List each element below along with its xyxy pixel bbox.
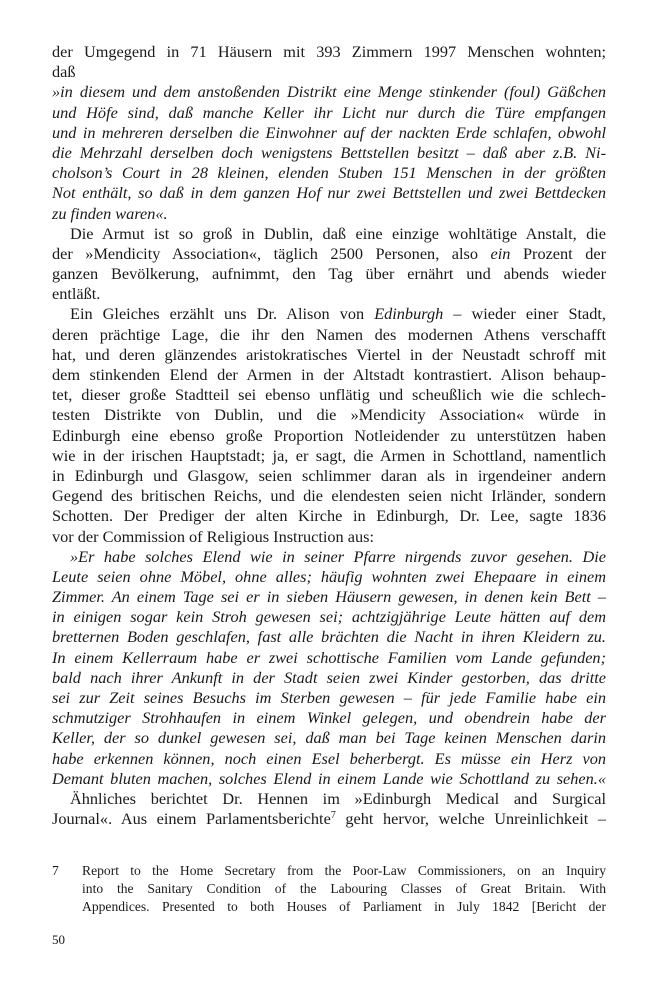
text-line: Ähnliches berichtet Dr. Hennen im »Edinburgh Medical and Surgical [70,788,606,808]
text-line: tet, dieser große Stadtteil sei ebenso unflätig und scheußlich wie die schlech- [52,385,606,405]
text-line [52,304,606,324]
text-run: Ein Gleiches erzählt uns Dr. Alison von [70,304,365,324]
footnote-line: Appendices. Presented to both Houses of Parliament in July 1842 [Bericht der [82,899,606,914]
text-line: der Umgegend in 71 Häusern mit 393 Zimmern 1997 Menschen wohnten; [52,42,606,61]
text-line: dem stinkenden Elend der Armen in der Altstadt kontrastiert. Alison behaup- [52,365,606,384]
quote-line: habe erkennen können, noch einen Esel beherbergt. Es müsse ein Herz von [52,748,606,768]
quote-line: sei zur Zeit seines Besuchs im Sterben gewesen – für jede Familie habe ein [52,688,606,707]
quote-line: Demant bluten machen, solches Elend in einem Lande wie Schottland zu sehen.« [52,768,606,788]
emphasis: Edinburgh [374,304,444,324]
text-line: ganzen Bevölkerung, aufnimmt, den Tag über ernährt und abends wieder [52,264,606,284]
text-line: Die Armut ist so groß in Dublin, daß eine einzige wohltätige Anstalt, die [70,223,606,243]
footnote-reference[interactable]: 7 [330,810,336,822]
quote-line: und in mehreren derselben die Einwohner auf der nackten Erde schlafen, obwohl [52,122,606,142]
quote-line: die Mehrzahl derselben doch wenigstens Bettstellen besitzt – daß aber z.B. Ni- [52,142,606,162]
page-number: 50 [52,932,65,947]
quote-line: Leute seien ohne Möbel, ohne alles; häufig wohnten zwei Ehepaare in einem [52,566,606,586]
quote-line: Not enthält, so daß in dem ganzen Hof nur zwei Bettstellen und zwei Bettdecken [52,183,606,203]
quote-line: und Höfe sind, daß manche Keller ihr Licht nur durch die Türe empfangen [52,102,606,122]
quote-line: bretternen Boden geschlafen, fast alle brächten die Nacht in ihren Kleidern zu. [52,627,606,647]
text-run: Journal«. Aus einem Parlamentsberichte [52,809,331,829]
text-run: geht hervor, welche Unreinlichkeit – [345,809,606,829]
footnote-number: 7 [52,863,59,878]
quote-line: Keller, der so dunkel gewesen sei, daß man bei Tage keinen Menschen darin [52,728,606,748]
text-line: wie in der irischen Hauptstadt; ja, er sagt, die Armen in Schottland, namentlich [52,445,606,465]
text-run: – wieder einer Stadt, [453,304,606,324]
text-line: vor der Commission of Religious Instruction aus: [52,526,374,546]
quote-line: zu finden waren«. [52,203,168,223]
text-line: testen Distrikte von Dublin, und die »Mendicity Association« würde in [52,405,606,425]
text-line: Gegend des britischen Reichs, und die elendesten seien nicht Irländer, sondern [52,486,606,506]
text-line [52,244,606,264]
quote-line: »in diesem und dem anstoßenden Distrikt eine Menge stinkender (foul) Gäßchen [52,82,606,102]
text-line: deren prächtige Lage, die ihr den Namen des modernen Athens verschafft [52,324,606,344]
text-line: hat, und deren glänzendes aristokratisches Viertel in der Neustadt schroff mit [52,344,606,364]
quote-line: In einem Kellerraum habe er zwei schottische Familien vom Lande gefunden; [52,647,606,667]
text-line: in Edinburgh und Glasgow, seien schlimmer daran als in irgendeiner andern [52,465,606,485]
quote-line: cholson’s Court in 28 kleinen, elenden Stuben 151 Menschen in der größten [52,163,606,183]
footnote [52,862,606,916]
text-line: daß [52,62,76,82]
quote-line: in einigen sogar kein Stroh gewesen sei; achtzigjährige Leute hätten auf dem [52,607,606,627]
quote-line: bald nach ihrer Ankunft in der Stadt seien zwei Kinder gestorben, das dritte [52,667,606,687]
text-line: Edinburgh eine ebenso große Proportion Notleidender zu unterstützen haben [52,425,606,445]
text-line [52,809,606,829]
emphasis: ein [490,243,511,263]
text-line: entläßt. [52,284,101,304]
quote-line: »Er habe solches Elend wie in seiner Pfarre nirgends zuvor gesehen. Die [70,546,606,566]
text-run: der »Mendicity Association«, täglich 2500 Personen, also [52,243,479,263]
text-line: Schotten. Der Prediger der alten Kirche in Edinburgh, Dr. Lee, sagte 1836 [52,506,606,526]
quote-line: Zimmer. An einem Tage sei er in sieben Häusern gewesen, in denen kein Bett – [52,587,606,607]
text-run: Prozent der [522,243,607,263]
quote-line: schmutziger Strohhaufen in einem Winkel gelegen, und obendrein habe der [52,708,606,728]
page-body [52,42,606,829]
footnote-line: into the Sanitary Condition of the Labouring Classes of Great Britain. With [82,881,606,896]
footnote-line: Report to the Home Secretary from the Poor-Law Commissioners, on an Inquiry [82,863,606,878]
